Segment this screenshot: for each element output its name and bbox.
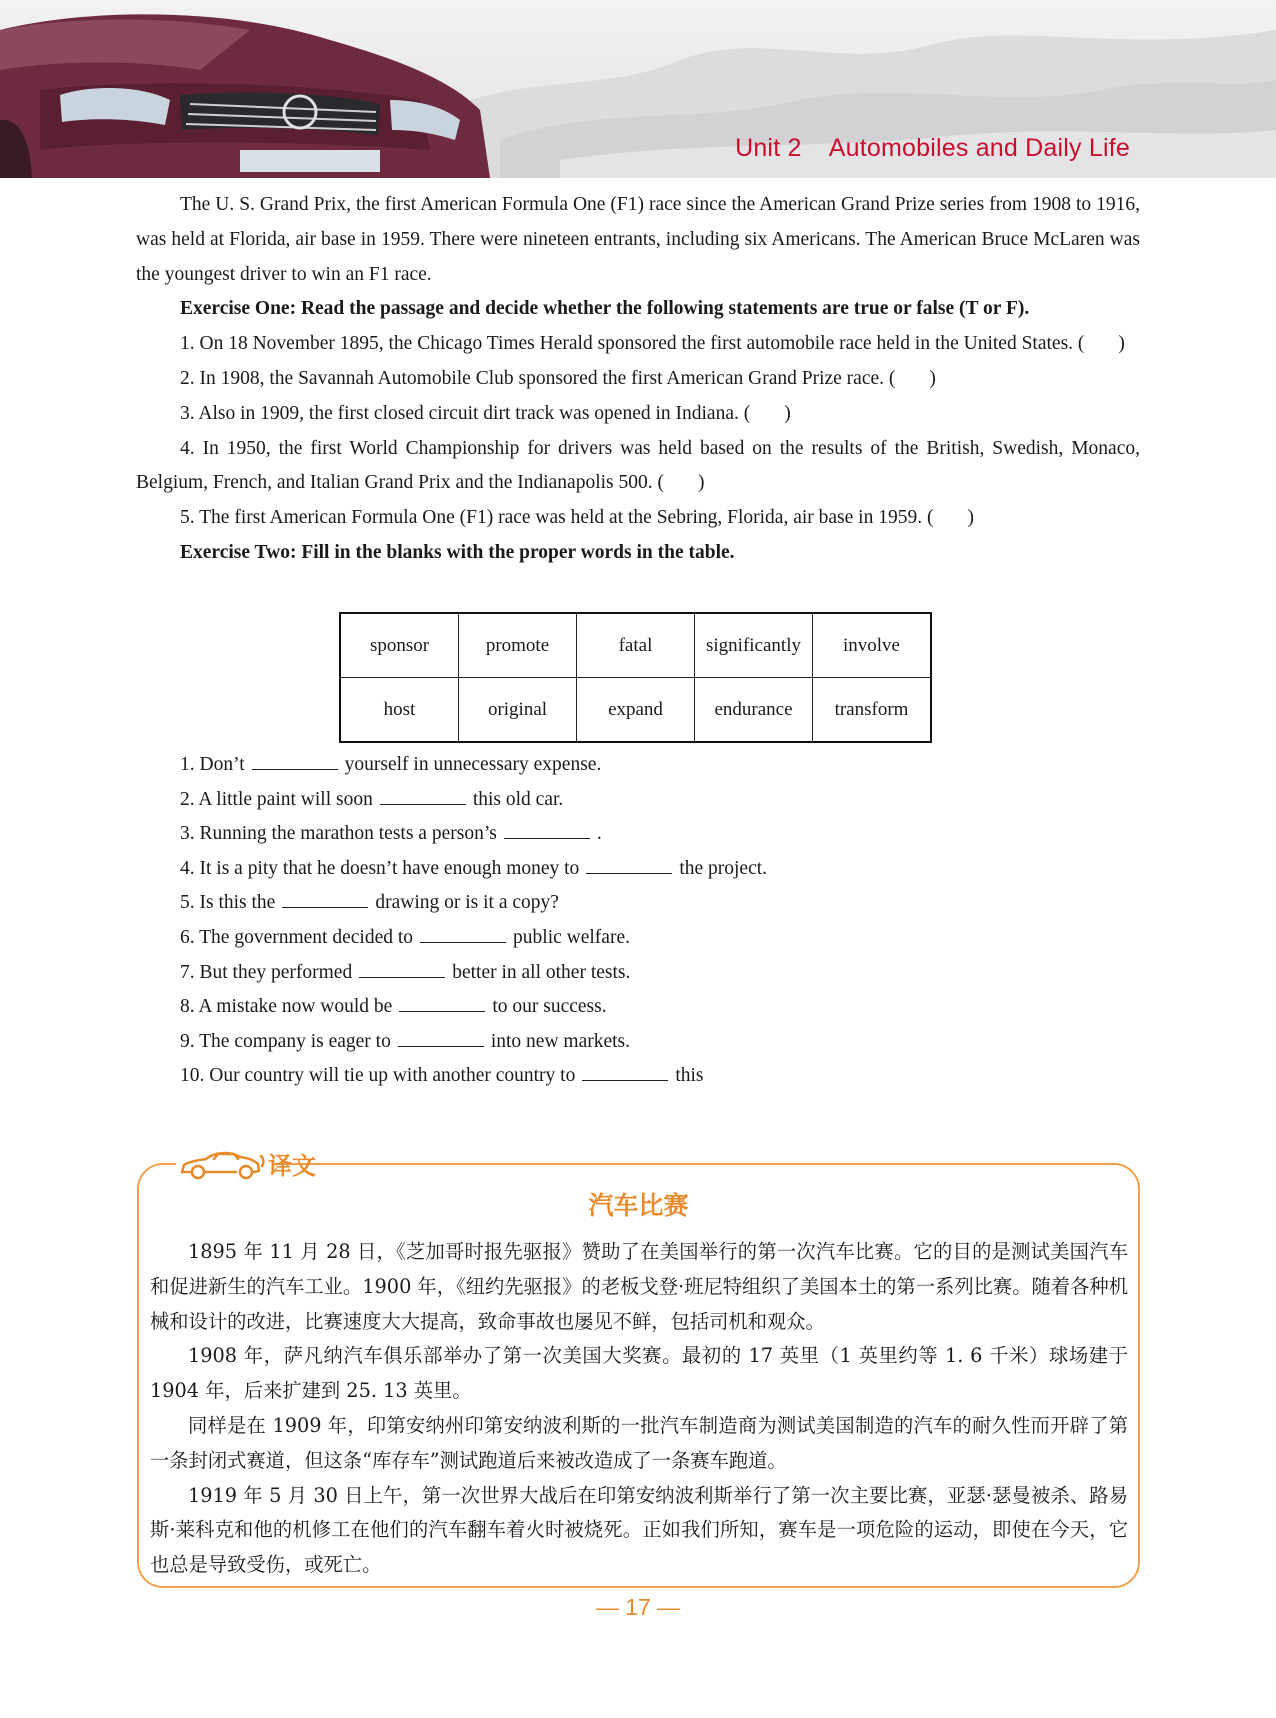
fill-in-item: 10. Our country will tie up with another country to this bbox=[180, 1065, 704, 1087]
table-cell: involve bbox=[813, 613, 932, 678]
table-cell: significantly bbox=[695, 613, 813, 678]
fill-in-item: 9. The company is eager to into new markets. bbox=[180, 1030, 631, 1052]
translation-label-text: 译文 bbox=[268, 1152, 316, 1180]
fill-blank[interactable] bbox=[586, 857, 672, 874]
translation-label bbox=[176, 1144, 316, 1184]
fill-blank[interactable] bbox=[420, 926, 506, 943]
fill-in-item: 7. But they performed better in all other tests. bbox=[180, 961, 631, 983]
main-content bbox=[136, 188, 1140, 571]
header-banner bbox=[0, 0, 1276, 178]
fill-in-item: 2. A little paint will soon this old car. bbox=[180, 788, 564, 810]
fill-blank[interactable] bbox=[282, 891, 368, 908]
fill-blank[interactable] bbox=[359, 961, 445, 978]
exercise-one-item: 1. On 18 November 1895, the Chicago Times Herald sponsored the first automobile race held in the United States. ( ) bbox=[180, 333, 1125, 355]
fill-in-list bbox=[180, 748, 1080, 1094]
table-cell: host bbox=[340, 678, 459, 743]
translation-paragraph: 同样是在 1909 年，印第安纳州印第安纳波利斯的一批汽车制造商为测试美国制造的汽车的耐久性而开辟了第一条封闭式赛道，但这条“库存车”测试跑道后来被改造成了一条赛车跑道。 bbox=[150, 1413, 1128, 1472]
car-outline-icon bbox=[176, 1144, 266, 1184]
fill-in-item: 4. It is a pity that he doesn’t have enough money to the project. bbox=[180, 857, 768, 879]
table-cell: endurance bbox=[695, 678, 813, 743]
word-table bbox=[339, 612, 932, 743]
table-cell: promote bbox=[459, 613, 577, 678]
table-row bbox=[340, 613, 931, 678]
translation-paragraph: 1895 年 11 月 28 日，《芝加哥时报先驱报》赞助了在美国举行的第一次汽车比赛。它的目的是测试美国汽车和促进新生的汽车工业。1900 年，《纽约先驱报》的老板戈登·班尼特组织了美国本土的第一系列比赛。随着各种机械和设计的改进，比赛速度大大提高，致命事故也屡见不鲜，包括司机和观众。 bbox=[150, 1240, 1128, 1333]
car-image bbox=[0, 0, 520, 178]
exercise-one-item: 4. In 1950, the first World Championship for drivers was held based on the results of the British, Swedish, Monaco, Belgium, French, and Italian Grand Prix and the Indianapolis 500. ( ) bbox=[136, 437, 1140, 494]
fill-in-item: 3. Running the marathon tests a person’s . bbox=[180, 823, 602, 845]
fill-blank[interactable] bbox=[398, 1030, 484, 1047]
fill-blank[interactable] bbox=[252, 753, 338, 770]
fill-in-item: 1. Don’t yourself in unnecessary expense. bbox=[180, 754, 602, 775]
translation-paragraph: 1908 年，萨凡纳汽车俱乐部举办了第一次美国大奖赛。最初的 17 英里（1 英里约等 1. 6 千米）球场建于 1904 年，后来扩建到 25. 13 英里。 bbox=[150, 1344, 1128, 1403]
fill-in-item: 5. Is this the drawing or is it a copy? bbox=[180, 892, 559, 914]
exercise-one-item: 3. Also in 1909, the first closed circuit dirt track was opened in Indiana. ( ) bbox=[180, 402, 791, 424]
table-cell: fatal bbox=[577, 613, 695, 678]
table-cell: sponsor bbox=[340, 613, 459, 678]
exercise-one-instruction: Exercise One: Read the passage and decide whether the following statements are true or false (T or F). bbox=[180, 298, 1030, 320]
table-row bbox=[340, 678, 931, 743]
fill-in-item: 6. The government decided to public welfare. bbox=[180, 926, 630, 948]
translation-text bbox=[150, 1235, 1128, 1583]
fill-blank[interactable] bbox=[380, 788, 466, 805]
translation-paragraph: 1919 年 5 月 30 日上午，第一次世界大战后在印第安纳波利斯举行了第一次主要比赛，亚瑟·瑟曼被杀、路易斯·莱科克和他的机修工在他们的汽车翻车着火时被烧死。正如我们所知，赛车是一项危险的运动，即使在今天，它也总是导致受伤，或死亡。 bbox=[150, 1483, 1128, 1577]
page-number: — 17 — bbox=[595, 1594, 681, 1620]
fill-blank[interactable] bbox=[582, 1064, 668, 1081]
passage-paragraph: The U. S. Grand Prix, the first American Formula One (F1) race since the American Grand Prize series from 1908 to 1916, was held at Florida, air base in 1959. There were nineteen entrants, including six Americans. The American Bruce McLaren was the youngest driver to win an F1 race. bbox=[136, 194, 1140, 285]
unit-title: Unit 2 Automobiles and Daily Life bbox=[735, 134, 1130, 162]
exercise-two-instruction: Exercise Two: Fill in the blanks with the proper words in the table. bbox=[180, 541, 735, 563]
fill-blank[interactable] bbox=[399, 995, 485, 1012]
translation-title: 汽车比赛 bbox=[588, 1191, 689, 1220]
fill-blank[interactable] bbox=[504, 822, 590, 839]
exercise-one-item: 5. The first American Formula One (F1) race was held at the Sebring, Florida, air base in 1959. ( ) bbox=[180, 507, 974, 529]
exercise-one-item: 2. In 1908, the Savannah Automobile Club sponsored the first American Grand Prize race. ( ) bbox=[180, 367, 936, 389]
table-cell: original bbox=[459, 678, 577, 743]
table-cell: expand bbox=[577, 678, 695, 743]
fill-in-item: 8. A mistake now would be to our success. bbox=[180, 996, 607, 1018]
table-cell: transform bbox=[813, 678, 932, 743]
